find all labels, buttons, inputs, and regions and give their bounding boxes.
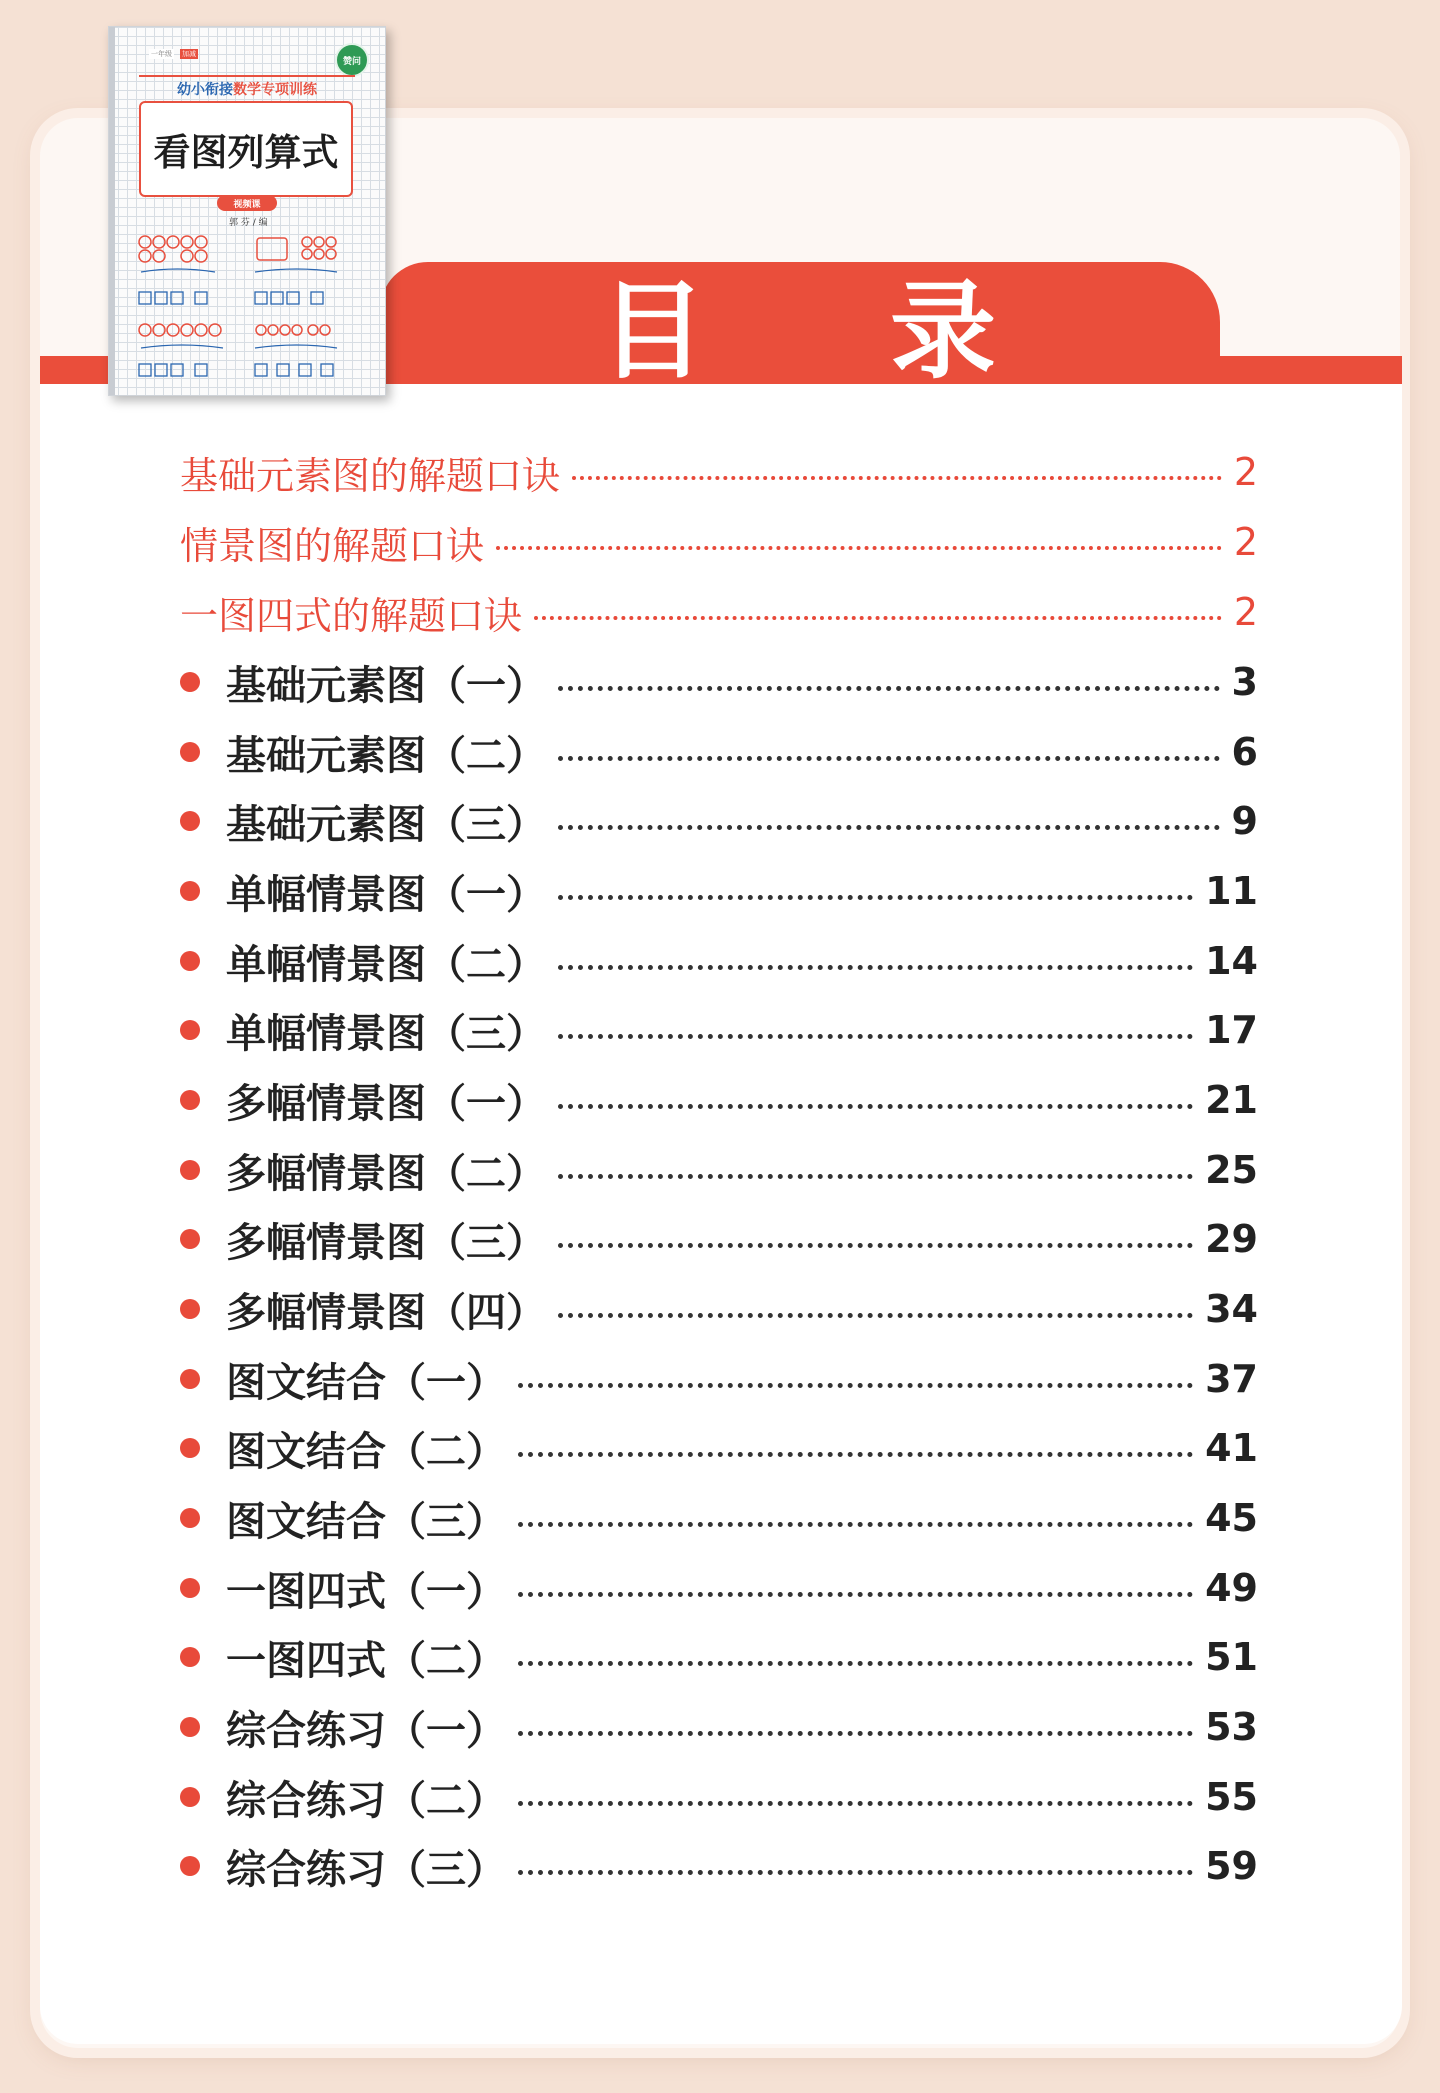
toc-leader-dots xyxy=(518,1870,1193,1875)
bullet-dot-icon xyxy=(180,1856,200,1876)
bullet-dot-icon xyxy=(180,1438,200,1458)
toc-item-row[interactable] xyxy=(180,1420,1258,1476)
toc-intro-label: 一图四式的解题口诀 xyxy=(180,593,523,638)
toc-item-page: 25 xyxy=(1205,1148,1258,1192)
toc-leader-dots xyxy=(518,1731,1193,1736)
cover-tag-grade: 一年级 xyxy=(151,50,172,58)
cover-video-tag: 视频课 xyxy=(217,195,277,211)
toc-leader-dots xyxy=(518,1522,1193,1527)
toc-title-char-1: 目 xyxy=(600,270,710,393)
toc-leader-dots xyxy=(558,965,1193,970)
toc-leader-dots xyxy=(558,1104,1193,1109)
toc-item-label: 综合练习（一） xyxy=(226,1707,506,1754)
toc-intro-row[interactable] xyxy=(180,444,1258,500)
toc-item-page: 45 xyxy=(1205,1496,1258,1540)
bullet-dot-icon xyxy=(180,1229,200,1249)
toc-item-page: 3 xyxy=(1231,660,1258,704)
toc-item-row[interactable] xyxy=(180,793,1258,849)
cover-series-red: 数学专项训练 xyxy=(233,82,317,98)
toc-item-row[interactable] xyxy=(180,863,1258,919)
toc-item-label: 基础元素图（二） xyxy=(226,732,546,779)
toc-item-label: 一图四式（二） xyxy=(226,1637,506,1684)
toc-item-page: 51 xyxy=(1205,1635,1258,1679)
toc-item-row[interactable] xyxy=(180,1072,1258,1128)
bullet-dot-icon xyxy=(180,1787,200,1807)
cover-tag-topic: 加减 xyxy=(182,50,196,58)
cover-series xyxy=(139,75,355,99)
toc-item-page: 37 xyxy=(1205,1357,1258,1401)
toc-item-label: 图文结合（三） xyxy=(226,1498,506,1545)
toc-intro-page: 2 xyxy=(1233,450,1258,494)
toc-item-page: 21 xyxy=(1205,1078,1258,1122)
toc-item-row[interactable] xyxy=(180,1351,1258,1407)
toc-item-label: 多幅情景图（四） xyxy=(226,1289,546,1336)
toc-item-label: 综合练习（三） xyxy=(226,1846,506,1893)
toc-leader-dots xyxy=(534,616,1222,620)
toc-item-label: 综合练习（二） xyxy=(226,1777,506,1824)
toc-item-row[interactable] xyxy=(180,1490,1258,1546)
toc-item-row[interactable] xyxy=(180,1002,1258,1058)
toc-item-page: 49 xyxy=(1205,1566,1258,1610)
toc-item-page: 41 xyxy=(1205,1426,1258,1470)
toc-item-row[interactable] xyxy=(180,1281,1258,1337)
cover-series-blue: 幼小衔接 xyxy=(177,82,233,98)
toc-item-label: 多幅情景图（三） xyxy=(226,1219,546,1266)
bullet-dot-icon xyxy=(180,742,200,762)
toc-item-label: 多幅情景图（二） xyxy=(226,1150,546,1197)
toc-item-label: 基础元素图（三） xyxy=(226,801,546,848)
bullet-dot-icon xyxy=(180,951,200,971)
book-spine xyxy=(109,27,115,395)
bullet-dot-icon xyxy=(180,811,200,831)
toc-item-page: 6 xyxy=(1231,730,1258,774)
toc-leader-dots xyxy=(496,546,1222,550)
toc-intro-row[interactable] xyxy=(180,514,1258,570)
bullet-dot-icon xyxy=(180,1369,200,1389)
toc-item-row[interactable] xyxy=(180,1142,1258,1198)
toc-item-row[interactable] xyxy=(180,654,1258,710)
toc-intro-page: 2 xyxy=(1233,520,1258,564)
bullet-dot-icon xyxy=(180,1717,200,1737)
toc-leader-dots xyxy=(518,1801,1193,1806)
toc-leader-dots xyxy=(558,1243,1193,1248)
toc-item-page: 9 xyxy=(1231,799,1258,843)
toc-item-row[interactable] xyxy=(180,1769,1258,1825)
toc-leader-dots xyxy=(558,1174,1193,1179)
toc-leader-dots xyxy=(518,1592,1193,1597)
toc-item-row[interactable] xyxy=(180,1838,1258,1894)
toc-item-label: 单幅情景图（三） xyxy=(226,1010,546,1057)
book-cover xyxy=(108,26,386,396)
toc-item-page: 17 xyxy=(1205,1008,1258,1052)
toc-leader-dots xyxy=(518,1452,1193,1457)
toc-item-row[interactable] xyxy=(180,724,1258,780)
toc-intro-page: 2 xyxy=(1233,590,1258,634)
cover-tags xyxy=(149,49,198,59)
bullet-dot-icon xyxy=(180,1508,200,1528)
bullet-dot-icon xyxy=(180,881,200,901)
toc-item-label: 图文结合（二） xyxy=(226,1428,506,1475)
toc-item-label: 图文结合（一） xyxy=(226,1359,506,1406)
toc-leader-dots xyxy=(518,1383,1193,1388)
cover-title-box xyxy=(139,101,353,197)
toc-item-page: 14 xyxy=(1205,939,1258,983)
bullet-dot-icon xyxy=(180,1160,200,1180)
toc-item-row[interactable] xyxy=(180,933,1258,989)
toc-item-label: 单幅情景图（二） xyxy=(226,941,546,988)
toc-item-page: 55 xyxy=(1205,1775,1258,1819)
toc-title-tab xyxy=(380,262,1220,393)
toc-leader-dots xyxy=(518,1661,1193,1666)
cover-badge: 赞问 xyxy=(335,43,369,77)
toc-item-row[interactable] xyxy=(180,1560,1258,1616)
cover-author: 郭 芬 / 编 xyxy=(229,218,268,228)
bullet-dot-icon xyxy=(180,1090,200,1110)
toc-item-page: 53 xyxy=(1205,1705,1258,1749)
toc-leader-dots xyxy=(558,1313,1193,1318)
toc-title-char-2: 录 xyxy=(890,270,1000,393)
bullet-dot-icon xyxy=(180,1578,200,1598)
toc-leader-dots xyxy=(558,756,1220,761)
toc-leader-dots xyxy=(558,1034,1193,1039)
toc-intro-label: 情景图的解题口诀 xyxy=(180,523,485,568)
toc-item-row[interactable] xyxy=(180,1211,1258,1267)
toc-item-page: 29 xyxy=(1205,1217,1258,1261)
cover-title: 看图列算式 xyxy=(153,131,339,174)
cover-illustration xyxy=(137,232,362,387)
toc-leader-dots xyxy=(558,825,1220,830)
toc-item-row[interactable] xyxy=(180,1629,1258,1685)
toc-leader-dots xyxy=(558,895,1193,900)
toc-intro-label: 基础元素图的解题口诀 xyxy=(180,453,561,498)
toc-item-page: 11 xyxy=(1205,869,1258,913)
bullet-dot-icon xyxy=(180,1647,200,1667)
bullet-dot-icon xyxy=(180,672,200,692)
toc-item-label: 一图四式（一） xyxy=(226,1568,506,1615)
bullet-dot-icon xyxy=(180,1020,200,1040)
toc-leader-dots xyxy=(558,686,1220,691)
toc-item-page: 34 xyxy=(1205,1287,1258,1331)
toc-leader-dots xyxy=(572,476,1222,480)
toc-item-label: 基础元素图（一） xyxy=(226,662,546,709)
toc-intro-row[interactable] xyxy=(180,584,1258,640)
toc-item-row[interactable] xyxy=(180,1699,1258,1755)
toc-item-label: 多幅情景图（一） xyxy=(226,1080,546,1127)
bullet-dot-icon xyxy=(180,1299,200,1319)
toc-item-label: 单幅情景图（一） xyxy=(226,871,546,918)
toc-item-page: 59 xyxy=(1205,1844,1258,1888)
